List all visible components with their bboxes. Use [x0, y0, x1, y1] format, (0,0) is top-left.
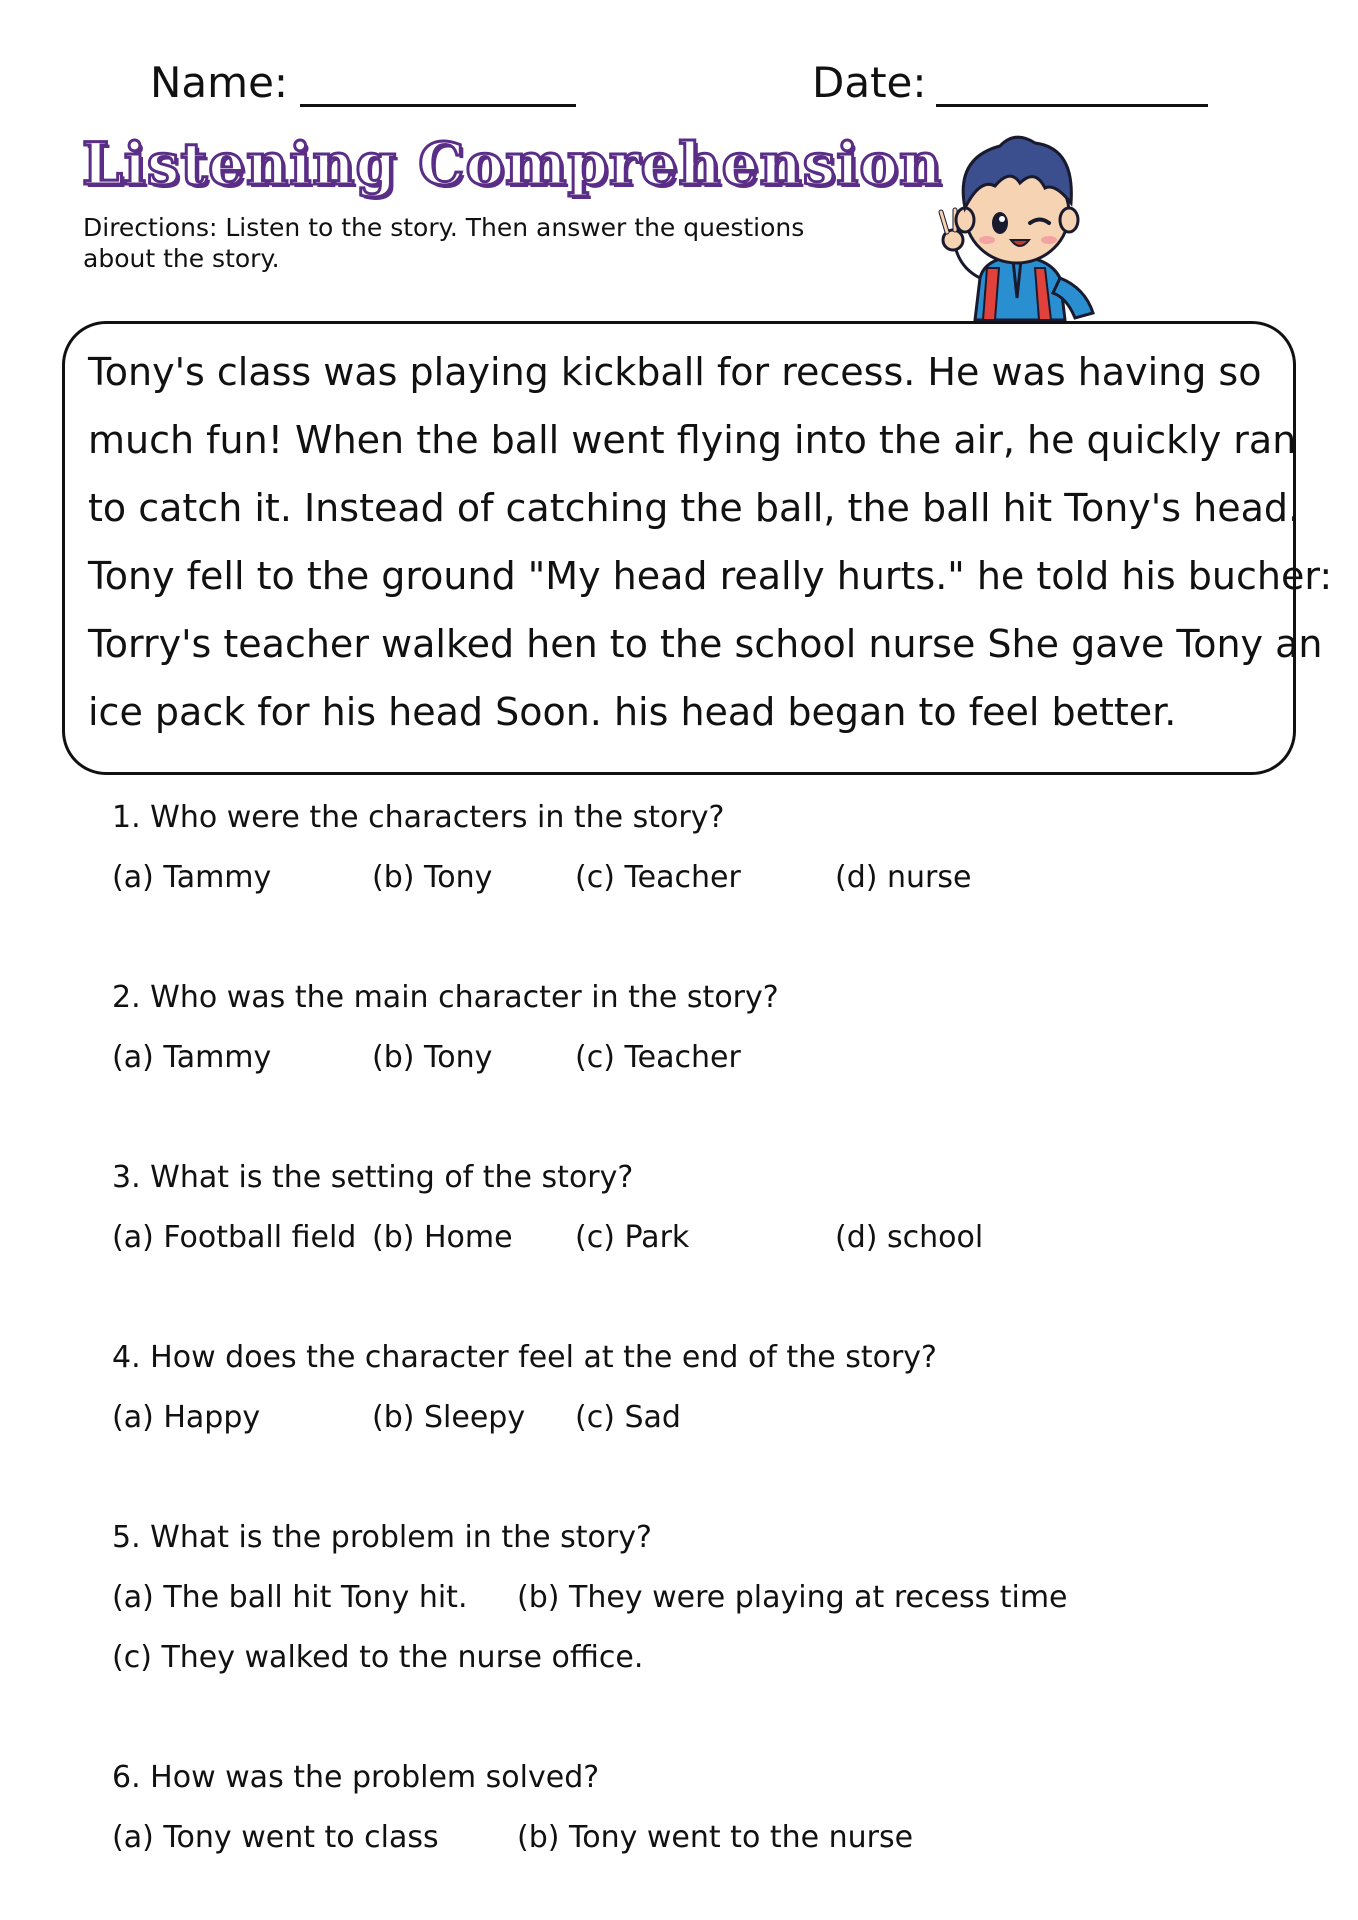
question-3: 3. What is the setting of the story? [112, 1160, 634, 1195]
directions-text: Directions: Listen to the story. Then answer the questions about the story. [83, 213, 805, 273]
option-1a[interactable]: (a) Tammy [112, 860, 272, 895]
question-2: 2. Who was the main character in the story? [112, 980, 779, 1015]
option-5c[interactable]: (c) They walked to the nurse office. [112, 1640, 644, 1675]
name-label: Name: [150, 58, 289, 107]
option-2a[interactable]: (a) Tammy [112, 1040, 272, 1075]
story-line: ice pack for his head Soon. his head began to feel better. [88, 690, 1177, 734]
option-4b[interactable]: (b) Sleepy [372, 1400, 526, 1435]
question-6: 6. How was the problem solved? [112, 1760, 600, 1795]
option-3b[interactable]: (b) Home [372, 1220, 513, 1255]
worksheet-title: Listening Comprehension [82, 130, 943, 198]
boy-illustration [925, 128, 1110, 320]
option-6b[interactable]: (b) Tony went to the nurse [517, 1820, 914, 1855]
option-4c[interactable]: (c) Sad [575, 1400, 681, 1435]
question-5: 5. What is the problem in the story? [112, 1520, 652, 1555]
option-1d[interactable]: (d) nurse [835, 860, 972, 895]
story-line: Tony fell to the ground "My head really hurts." he told his bucher: [88, 554, 1333, 598]
date-label: Date: [812, 58, 927, 107]
story-line: to catch it. Instead of catching the ball, the ball hit Tony's head. [88, 486, 1301, 530]
story-line: much fun! When the ball went flying into the air, he quickly ran [88, 418, 1297, 462]
question-1: 1. Who were the characters in the story? [112, 800, 725, 835]
option-4a[interactable]: (a) Happy [112, 1400, 261, 1435]
option-1b[interactable]: (b) Tony [372, 860, 493, 895]
question-4: 4. How does the character feel at the end of the story? [112, 1340, 937, 1375]
option-3c[interactable]: (c) Park [575, 1220, 690, 1255]
option-2c[interactable]: (c) Teacher [575, 1040, 741, 1075]
date-line[interactable] [936, 104, 1208, 107]
option-3d[interactable]: (d) school [835, 1220, 984, 1255]
option-5b[interactable]: (b) They were playing at recess time [517, 1580, 1068, 1615]
option-6a[interactable]: (a) Tony went to class [112, 1820, 439, 1855]
story-line: Tony's class was playing kickball for recess. He was having so [88, 350, 1262, 394]
option-2b[interactable]: (b) Tony [372, 1040, 493, 1075]
name-line[interactable] [300, 104, 576, 107]
option-5a[interactable]: (a) The ball hit Tony hit. [112, 1580, 468, 1615]
option-3a[interactable]: (a) Football field [112, 1220, 357, 1255]
story-line: Torry's teacher walked hen to the school nurse She gave Tony an [88, 622, 1323, 666]
option-1c[interactable]: (c) Teacher [575, 860, 741, 895]
